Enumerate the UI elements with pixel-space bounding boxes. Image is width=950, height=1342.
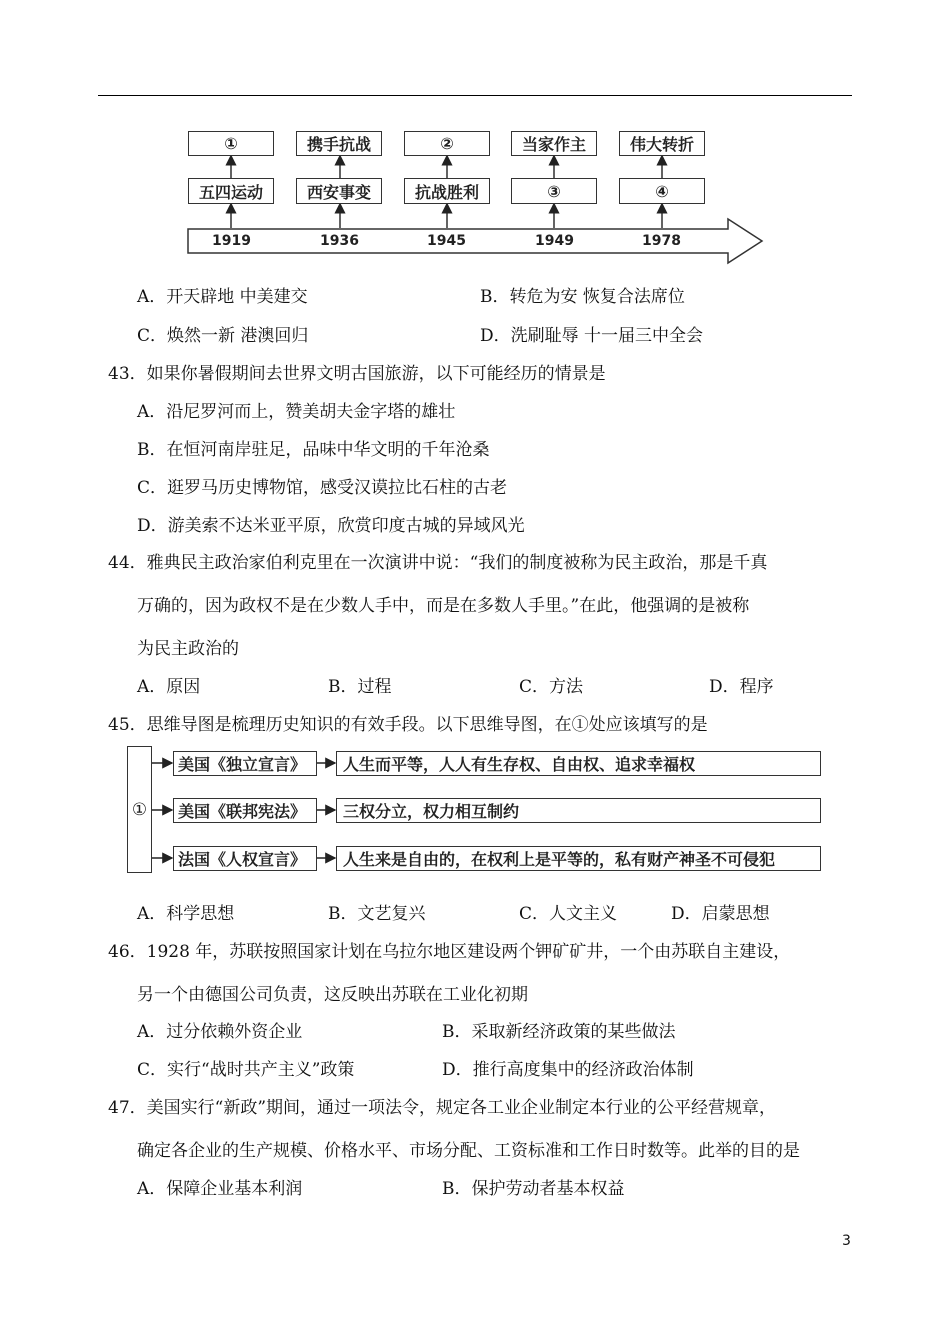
q46-stem-line1: 46．1928 年，苏联按照国家计划在乌拉尔地区建设两个钾矿矿井，一个由苏联自主建设， (108, 942, 791, 962)
q44-option-b: B．过程 (328, 677, 392, 697)
mindmap-doc-2: 美国《联邦宪法》 (173, 798, 317, 823)
timeline-top-box-5: 伟大转折 (619, 131, 705, 156)
q47-stem-line1: 47．美国实行“新政”期间，通过一项法令，规定各工业企业制定本行业的公平经营规章， (108, 1098, 777, 1118)
q45-stem: 45．思维导图是梳理历史知识的有效手段。以下思维导图，在①处应该填写的是 (108, 715, 708, 735)
mindmap-doc-3: 法国《人权宣言》 (173, 846, 317, 871)
timeline-year-1919: 1919 (212, 233, 251, 249)
q43-option-a: A．沿尼罗河而上，赞美胡夫金字塔的雄壮 (137, 402, 456, 422)
page-number: 3 (842, 1233, 851, 1249)
mindmap-content-3: 人生来是自由的，在权利上是平等的，私有财产神圣不可侵犯 (336, 846, 821, 871)
q46-stem-line2: 另一个由德国公司负责，这反映出苏联在工业化初期 (137, 985, 528, 1005)
timeline-year-1936: 1936 (320, 233, 359, 249)
timeline-bottom-box-3: 抗战胜利 (404, 178, 490, 204)
q44-stem-line3: 为民主政治的 (137, 639, 239, 659)
q44-option-d: D．程序 (709, 677, 774, 697)
q42-option-a: A．开天辟地 中美建交 (137, 287, 308, 307)
q44-option-a: A．原因 (137, 677, 201, 697)
q47-stem-line2: 确定各企业的生产规模、价格水平、市场分配、工资标准和工作日时数等。此举的目的是 (137, 1141, 800, 1161)
timeline-year-1945: 1945 (427, 233, 466, 249)
mindmap-doc-1: 美国《独立宣言》 (173, 751, 317, 776)
q46-option-c: C．实行“战时共产主义”政策 (137, 1060, 355, 1080)
timeline-top-box-1: ① (188, 131, 274, 156)
q44-stem-line2: 万确的，因为政权不是在少数人手中，而是在多数人手里。”在此，他强调的是被称 (137, 596, 750, 616)
mindmap-root: ① (127, 746, 152, 873)
timeline-year-1949: 1949 (535, 233, 574, 249)
q43-stem: 43．如果你暑假期间去世界文明古国旅游，以下可能经历的情景是 (108, 364, 606, 384)
q42-option-d: D．洗刷耻辱 十一届三中全会 (480, 326, 704, 346)
timeline-top-box-2: 携手抗战 (296, 131, 382, 156)
q46-option-d: D．推行高度集中的经济政治体制 (442, 1060, 694, 1080)
q44-stem-line1: 44．雅典民主政治家伯利克里在一次演讲中说：“我们的制度被称为民主政治，那是千真 (108, 553, 768, 573)
q45-option-a: A．科学思想 (137, 904, 235, 924)
q45-option-b: B．文艺复兴 (328, 904, 426, 924)
timeline-bottom-box-5: ④ (619, 178, 705, 204)
timeline-top-box-4: 当家作主 (511, 131, 597, 156)
timeline-bottom-box-4: ③ (511, 178, 597, 204)
q43-option-d: D．游美索不达米亚平原，欣赏印度古城的异域风光 (137, 516, 525, 536)
timeline-bottom-box-1: 五四运动 (188, 178, 274, 204)
q47-option-a: A．保障企业基本利润 (137, 1179, 303, 1199)
q43-option-c: C．逛罗马历史博物馆，感受汉谟拉比石柱的古老 (137, 478, 508, 498)
timeline-top-box-3: ② (404, 131, 490, 156)
mindmap-content-1: 人生而平等，人人有生存权、自由权、追求幸福权 (336, 751, 821, 776)
q42-option-c: C．焕然一新 港澳回归 (137, 326, 309, 346)
q43-option-b: B．在恒河南岸驻足，品味中华文明的千年沧桑 (137, 440, 490, 460)
q42-option-b: B．转危为安 恢复合法席位 (480, 287, 685, 307)
q45-option-d: D．启蒙思想 (671, 904, 770, 924)
q47-option-b: B．保护劳动者基本权益 (442, 1179, 625, 1199)
q46-option-b: B．采取新经济政策的某些做法 (442, 1022, 676, 1042)
q44-option-c: C．方法 (519, 677, 584, 697)
timeline-bottom-box-2: 西安事变 (296, 178, 382, 204)
q46-option-a: A．过分依赖外资企业 (137, 1022, 303, 1042)
q45-option-c: C．人文主义 (519, 904, 618, 924)
timeline-year-1978: 1978 (642, 233, 681, 249)
mindmap-content-2: 三权分立，权力相互制约 (336, 798, 821, 823)
